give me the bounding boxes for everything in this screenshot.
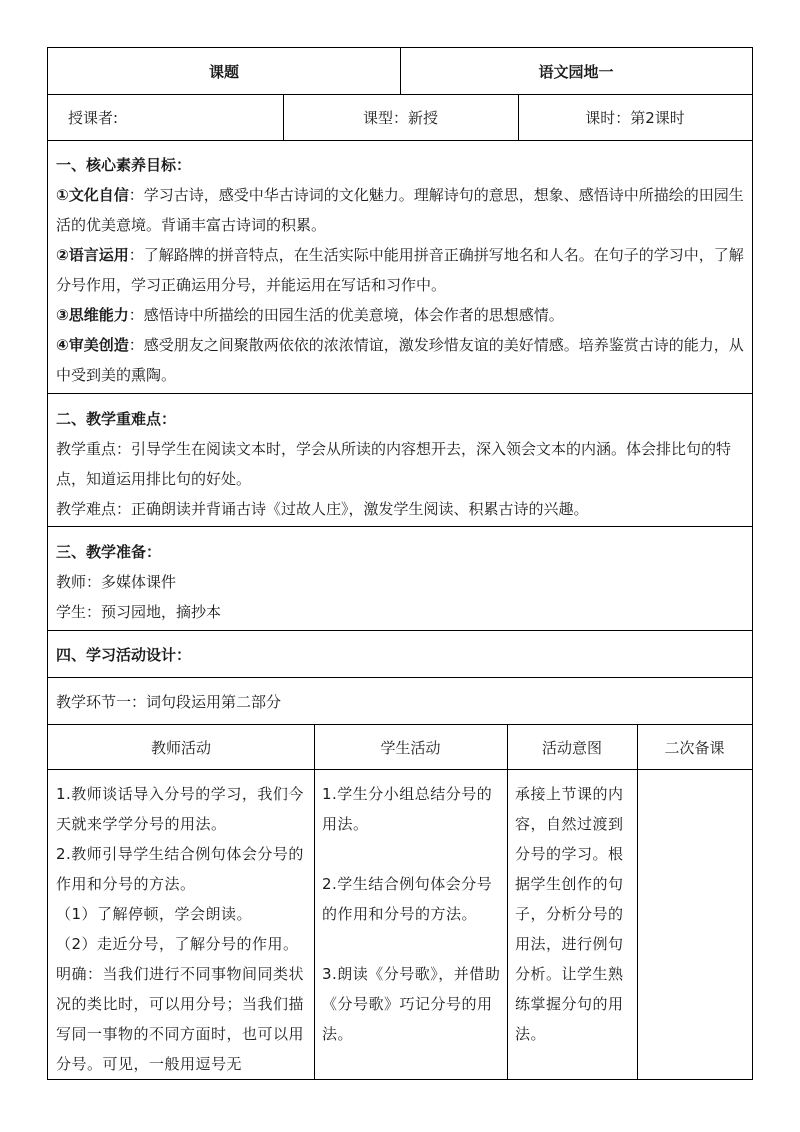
col-header-notes: 二次备课: [664, 738, 725, 757]
goal-item: ④审美创造：感受朋友之间聚散两依依的浓浓情谊，激发珍惜友谊的美好情感。培养鉴赏古诗的能力，从中受到美的熏陶。: [56, 336, 744, 384]
lesson-type: 课型：新授: [362, 109, 438, 127]
topic-value: 语文园地一: [538, 62, 614, 81]
lesson-hours: 课时：第2课时: [585, 109, 685, 127]
prep-teacher: 教师：多媒体课件: [56, 573, 177, 591]
topic-label: 课题: [208, 62, 239, 81]
activity-step: 教学环节一：词句段运用第二部分: [56, 692, 282, 711]
intent-cell: [515, 779, 631, 1049]
key-points-section: [56, 404, 744, 524]
goal-item: ②语言运用：了解路牌的拼音特点，在生活实际中能用拼音正确拼写地名和人名。在句子的学习中，了解分号作用，学习正确运用分号，并能运用在写话和习作中。: [56, 246, 744, 294]
goals-heading: 一、核心素养目标：: [56, 156, 192, 174]
teaching-focus: 教学重点：引导学生在阅读文本时，学会从所读的内容想开去，深入领会文本的内涵。体会排比句的特点，知道运用排比句的好处。: [56, 440, 732, 488]
teacher-activity-line: （1）了解停顿，学会朗读。: [56, 905, 253, 923]
intent-text: 承接上节课的内容，自然过渡到分号的学习。根据学生创作的句子，分析分号的用法，进行例句分析。让学生熟练掌握分句的用法。: [515, 785, 624, 1043]
prep-section: [56, 537, 744, 627]
student-activity-line: 3.朗读《分号歌》，并借助《分号歌》巧记分号的用法。: [322, 965, 501, 1043]
goal-item: ③思维能力：感悟诗中所描绘的田园生活的优美意境，体会作者的思想感情。: [56, 306, 564, 324]
goal-item: ①文化自信：学习古诗，感受中华古诗词的文化魅力。理解诗句的意思，想象、感悟诗中所描绘的田园生活的优美意境。背诵丰富古诗词的积累。: [56, 186, 744, 234]
key-points-heading: 二、教学重难点：: [56, 410, 177, 428]
core-goals-section: [56, 150, 744, 390]
col-header-intent: 活动意图: [541, 738, 602, 757]
activity-heading: 四、学习活动设计：: [56, 645, 192, 664]
teacher-activity-line: 1.教师谈话导入分号的学习，我们今天就来学学分号的用法。: [56, 785, 304, 833]
teacher-activity-cell: [56, 779, 308, 1079]
teacher-activity-line: （2）走近分号，了解分号的作用。: [56, 935, 299, 953]
col-header-student: 学生活动: [380, 738, 441, 757]
teacher-label: 授课者:: [68, 109, 119, 127]
lesson-plan-table: [47, 47, 753, 1080]
teacher-activity-line: 2.教师引导学生结合例句体会分号的作用和分号的方法。: [56, 845, 304, 893]
student-activity-cell: [322, 779, 501, 1049]
prep-heading: 三、教学准备：: [56, 543, 162, 561]
teaching-difficulty: 教学难点：正确朗读并背诵古诗《过故人庄》，激发学生阅读、积累古诗的兴趣。: [56, 500, 589, 518]
teacher-activity-line: 明确：当我们进行不同事物间同类状况的类比时，可以用分号；当我们描写同一事物的不同方面时，也可以用分号。可见，一般用逗号无: [56, 965, 305, 1073]
student-activity-line: 1.学生分小组总结分号的用法。: [322, 785, 493, 833]
col-header-teacher: 教师活动: [150, 738, 211, 757]
student-activity-line: 2.学生结合例句体会分号的作用和分号的方法。: [322, 875, 493, 923]
prep-student: 学生：预习园地，摘抄本: [56, 603, 222, 621]
